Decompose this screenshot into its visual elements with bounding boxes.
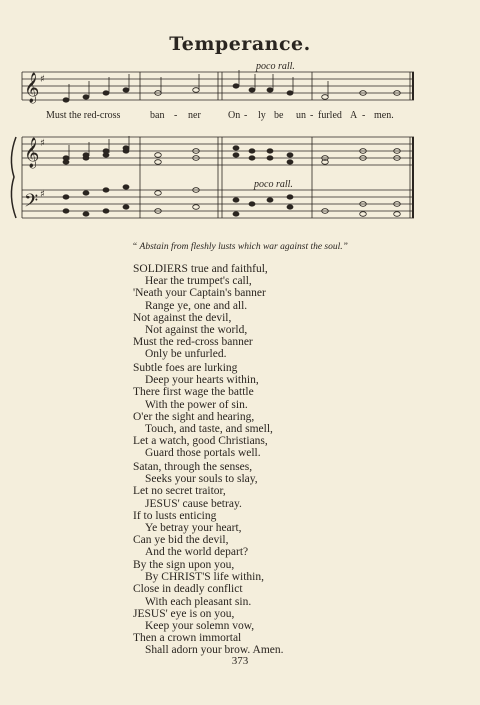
verse-line: JESUS' cause betray.	[145, 497, 242, 510]
verse-line: Touch, and taste, and smell,	[145, 423, 273, 436]
verse-line: There first wage the battle	[133, 386, 254, 399]
verse-line: Then a crown immortal	[133, 632, 242, 645]
verse-line: And the world depart?	[145, 546, 249, 559]
lyric-syllable: -	[362, 110, 366, 121]
bass-notes	[63, 185, 400, 217]
melody-staff	[22, 72, 414, 100]
verse-line: Seeks your souls to slay,	[145, 473, 258, 486]
lyric-syllable: -	[244, 110, 248, 121]
verse-line: Ye betray your heart,	[145, 522, 242, 535]
page-number: 373	[231, 655, 249, 667]
verse-2	[133, 362, 273, 460]
verse-4	[133, 559, 284, 657]
epigraph: “ Abstain from fleshly lusts which war against the soul.”	[132, 242, 348, 252]
verse-line: SOLDIERS true and faithful,	[133, 263, 268, 275]
verse-line: Range ye, one and all.	[145, 299, 248, 312]
verse-line: Satan, through the senses,	[133, 461, 253, 473]
verse-line: With each pleasant sin.	[145, 595, 252, 608]
svg-text:♯: ♯	[40, 189, 45, 200]
hymn-title: Temperance.	[169, 33, 311, 55]
verse-line: JESUS' eye is on you,	[133, 607, 235, 620]
verse-line: Not against the world,	[145, 324, 248, 337]
expression-mark: poco rall.	[256, 61, 295, 72]
expression-mark: poco rall.	[254, 179, 293, 190]
verse-line: Only be unfurled.	[145, 348, 227, 361]
verse-line: With the power of sin.	[145, 398, 248, 411]
treble-clef-icon: 𝄞	[24, 138, 40, 168]
lyric-syllable: On	[228, 110, 241, 121]
lyric-syllable: be	[274, 110, 284, 121]
lyric-syllable: A	[350, 110, 358, 121]
verse-line: Keep your solemn vow,	[145, 620, 255, 633]
verse-line: Close in deadly conflict	[133, 583, 243, 596]
verse-line: Must the red-cross banner	[133, 336, 253, 349]
verse-3	[133, 461, 258, 559]
lyric-syllable: ly	[258, 110, 266, 121]
verse-line: Not against the devil,	[133, 311, 232, 324]
verse-line: By CHRIST'S life within,	[145, 571, 264, 584]
treble-notes	[63, 136, 400, 164]
verse-line: 'Neath your Captain's banner	[133, 287, 266, 300]
lyric-syllable: furled	[318, 110, 342, 121]
lyric-syllable: Must the red-cross	[46, 110, 121, 121]
lyric-syllable: ban	[150, 110, 165, 121]
lyric-syllable: -	[310, 110, 314, 121]
svg-text:♯: ♯	[40, 138, 45, 149]
verse-line: Let a watch, good Christians,	[133, 435, 268, 448]
verse-line: Hear the trumpet's call,	[145, 275, 252, 288]
verse-line: Subtle foes are lurking	[133, 362, 238, 374]
verse-line: If to lusts enticing	[133, 509, 217, 522]
bass-clef-icon: 𝄢	[24, 191, 39, 216]
verse-line: By the sign upon you,	[133, 559, 235, 571]
treble-clef-icon: 𝄞	[24, 73, 40, 103]
svg-text:♯: ♯	[40, 74, 45, 85]
lyric-syllable: -	[174, 110, 178, 121]
music-score	[0, 0, 480, 240]
lyric-syllable: men.	[374, 110, 394, 121]
verse-line: O'er the sight and hearing,	[133, 410, 255, 423]
verse-line: Shall adorn your brow. Amen.	[145, 644, 284, 657]
lyric-syllable: un	[296, 110, 306, 121]
lyrics-line	[46, 110, 394, 121]
verse-1	[133, 263, 268, 361]
verse-line: Can ye bid the devil,	[133, 534, 229, 547]
lyric-syllable: ner	[188, 110, 201, 121]
verse-line: Guard those portals well.	[145, 447, 261, 460]
verse-line: Let no secret traitor,	[133, 485, 226, 498]
verse-line: Deep your hearts within,	[145, 374, 259, 387]
